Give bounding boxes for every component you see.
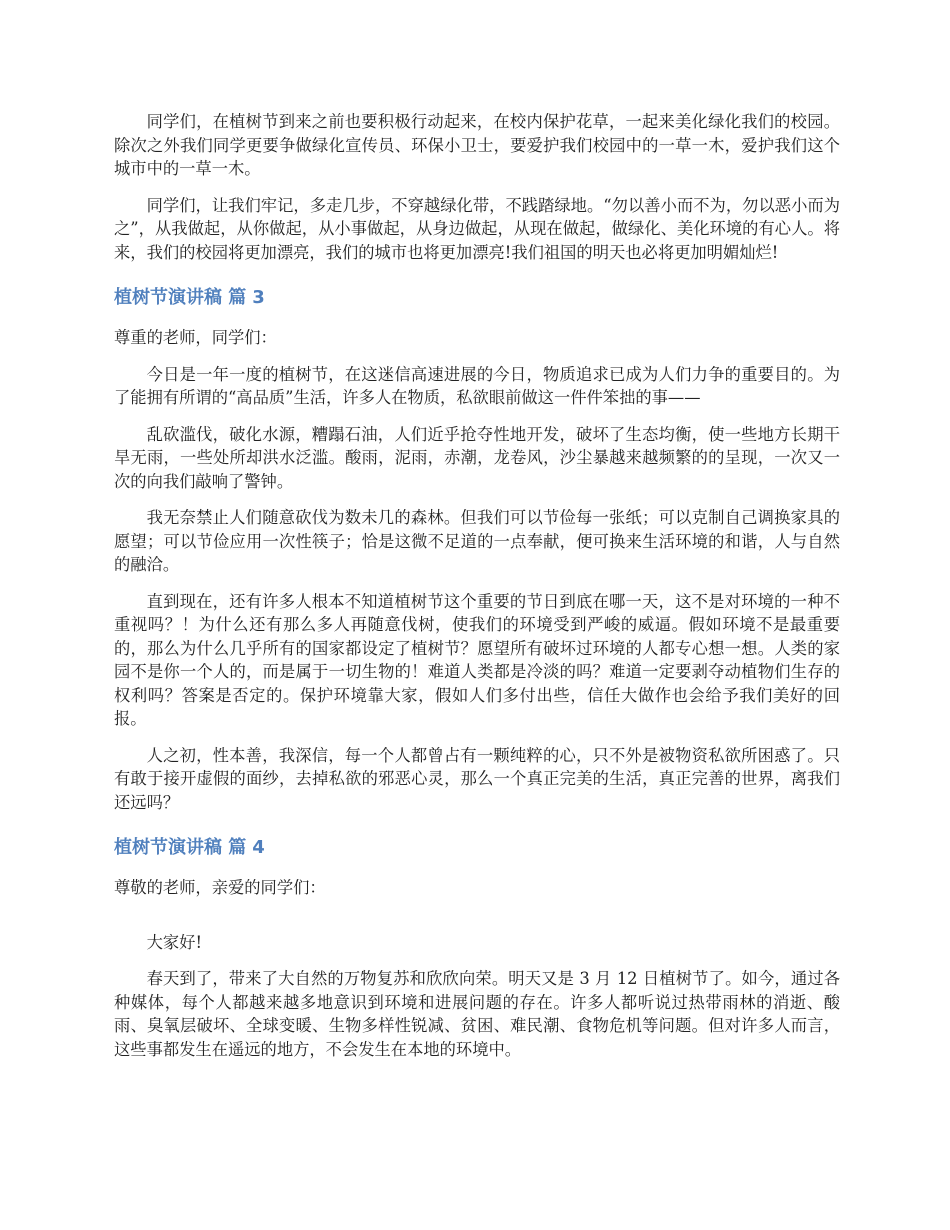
intro-paragraph-2: 同学们，让我们牢记，多走几步，不穿越绿化带，不践踏绿地。“勿以善小而不为，勿以恶小而为之”，从我做起，从你做起，从小事做起，从身边做起，从现在做起，做绿化、美化环境的有心人。将来，我们的校园将更加漂亮，我们的城市也将更加漂亮!我们祖国的明天也必将更加明媚灿烂! [114,195,840,262]
section-4-title: 植树节演讲稿 篇 [114,837,247,858]
section-3-paragraph-2: 乱砍滥伐，破化水源，糟蹋石油，人们近乎抢夺性地开发，破坏了生态均衡，使一些地方长期干旱无雨，一些处所却洪水泛滥。酸雨，泥雨，赤潮，龙卷风，沙尘暴越来越频繁的的呈现，一次又一次的向我们敲响了警钟。 [114,424,840,491]
document-page [114,110,840,1074]
section-3-paragraph-5: 人之初，性本善，我深信，每一个人都曾占有一颗纯粹的心，只不外是被物资私欲所困惑了。只有敢于接开虚假的面纱，去掉私欲的邪恶心灵，那么一个真正完美的生活，真正完善的世界，离我们还远吗？ [114,745,840,812]
section-3-greeting: 尊重的老师，同学们： [114,328,277,347]
section-4-paragraph-2: 春天到了，带来了大自然的万物复苏和欣欣向荣。明天又是 3 月 12 日植树节了。如今，通过各种媒体，每个人都越来越多地意识到环境和进展问题的存在。许多人都听说过热带雨林的消逝、酸雨、臭氧层破坏、全球变暖、生物多样性锐减、贫困、难民潮、食物危机等问题。但对许多人而言，这些事都发生在遥远的地方，不会发生在本地的环境中。 [114,969,840,1059]
section-3-paragraph-1: 今日是一年一度的植树节，在这迷信高速进展的今日，物质追求已成为人们力争的重要目的。为了能拥有所谓的“高品质”生活，许多人在物质，私欲眼前做这一件件笨拙的事—— [114,364,840,407]
section-4-paragraph-1: 大家好! [146,932,202,952]
section-4-number: 4 [252,837,265,858]
section-4-greeting: 尊敬的老师，亲爱的同学们： [114,878,326,897]
section-3-number: 3 [252,287,265,308]
intro-paragraph-1: 同学们，在植树节到来之前也要积极行动起来，在校内保护花草，一起来美化绿化我们的校园。除次之外我们同学更要争做绿化宣传员、环保小卫士，要爱护我们校园中的一草一木，爱护我们这个城市中的一草一木。 [114,112,840,178]
section-4-heading [114,836,840,860]
blank-line [114,913,840,931]
section-3-heading [114,286,840,310]
section-3-paragraph-3: 我无奈禁止人们随意砍伐为数未几的森林。但我们可以节俭每一张纸；可以克制自己调换家具的愿望；可以节俭应用一次性筷子；恰是这微不足道的一点奉献，便可换来生活环境的和谐，人与自然的融洽。 [114,508,840,574]
section-3-title: 植树节演讲稿 篇 [114,287,247,308]
section-3-paragraph-4: 直到现在，还有许多人根本不知道植树节这个重要的节日到底在哪一天，这不是对环境的一种不重视吗？！为什么还有那么多人再随意伐树，使我们的环境受到严峻的威逼。假如环境不是最重要的，那么为什么几乎所有的国家都设定了植树节？愿望所有破坏过环境的人都专心想一想。人类的家园不是你一个人的，而是属于一切生物的！难道人类都是冷淡的吗？难道一定要剥夺动植物们生存的权利吗？答案是否定的。保护环境靠大家，假如人们多付出些，信任大做作也会给予我们美好的回报。 [114,591,840,728]
